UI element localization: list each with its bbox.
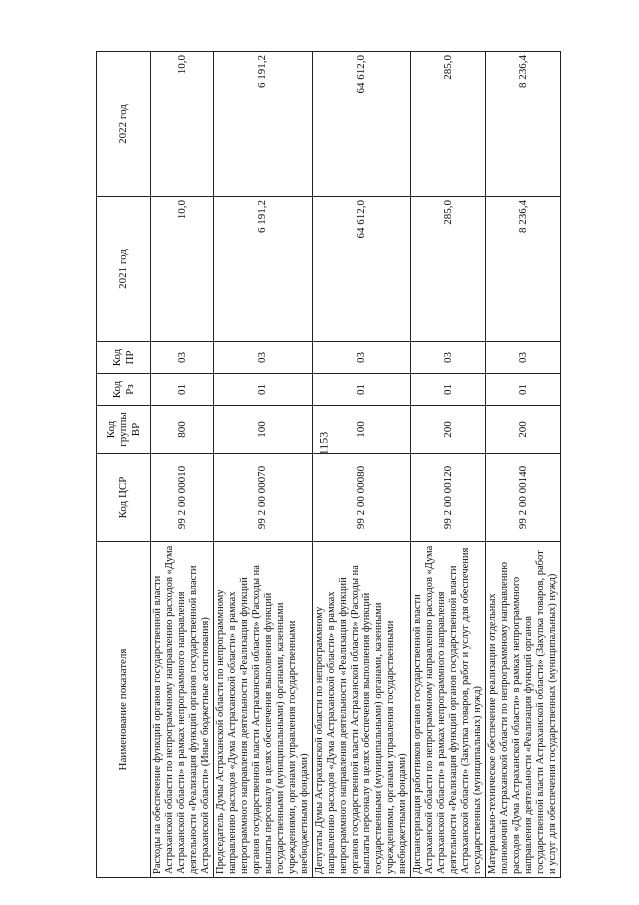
row-vr: 100	[213, 406, 312, 454]
row-rz: 01	[312, 374, 411, 406]
row-rz: 01	[411, 374, 486, 406]
row-name: Материально-техническое обеспечение реализации отдельных полномочий Астраханской области по непрограммному направлению расходов «Дума Астраханской области» в рамках непрограммного направления деятельности «Реализация функций органов государственной власти Астраханской области» (Закупка товаров, работ и услуг для обеспечения государственных (муниципальных) нужд)	[486, 542, 561, 878]
row-2022: 10,0	[151, 52, 214, 197]
row-csr: 99 2 00 00120	[411, 454, 486, 542]
header-csr: Код ЦСР	[97, 454, 151, 542]
row-csr: 99 2 00 00070	[213, 454, 312, 542]
row-csr: 99 2 00 00140	[486, 454, 561, 542]
row-2022: 6 191,2	[213, 52, 312, 197]
row-vr: 200	[411, 406, 486, 454]
row-2021: 285,0	[411, 197, 486, 342]
table-row	[312, 52, 411, 878]
row-rz: 01	[486, 374, 561, 406]
header-rz: Код Рз	[97, 374, 151, 406]
row-vr: 200	[486, 406, 561, 454]
row-pr: 03	[312, 342, 411, 374]
header-pr: Код ПР	[97, 342, 151, 374]
table-row	[151, 52, 214, 878]
row-pr: 03	[411, 342, 486, 374]
rotated-table-container	[96, 52, 558, 878]
table-row	[411, 52, 486, 878]
row-2021: 10,0	[151, 197, 214, 342]
row-name: Расходы на обеспечение функций органов государственной власти Астраханской области по непрограммному направлению расходов «Дума Астраханской области» в рамках непрограммного направления деятельности «Реализация функций органов государственной власти Астраханской области» (Иные бюджетные ассигнования)	[151, 542, 214, 878]
row-rz: 01	[213, 374, 312, 406]
row-vr: 800	[151, 406, 214, 454]
row-2021: 6 191,2	[213, 197, 312, 342]
header-vr: Код группы ВР	[97, 406, 151, 454]
row-rz: 01	[151, 374, 214, 406]
row-vr: 100	[312, 406, 411, 454]
row-csr: 99 2 00 00080	[312, 454, 411, 542]
table-row	[486, 52, 561, 878]
row-2021: 8 236,4	[486, 197, 561, 342]
budget-table	[96, 51, 561, 878]
header-name: Наименование показателя	[97, 542, 151, 878]
row-name: Диспансеризация работников органов государственной власти Астраханской области по непрограммному направлению расходов «Дума Астраханской области» в рамках непрограммного направления деятельности «Реализация функций органов государственной власти Астраханской области» (Закупка товаров, работ и услуг для обеспечения государственных (муниципальных) нужд)	[411, 542, 486, 878]
table-row	[213, 52, 312, 878]
row-name: Депутаты Думы Астраханской области по непрограммному направлению расходов «Дума Астраханской области» в рамках непрограммного направления деятельности «Реализация функций органов государственной власти Астраханской области» (Расходы на выплаты персоналу в целях обеспечения выполнения функций государственными (муниципальными) органами, казенными учреждениями, органами управления государственными внебюджетными фондами)	[312, 542, 411, 878]
row-2021: 64 612,0	[312, 197, 411, 342]
row-2022: 64 612,0	[312, 52, 411, 197]
page-number: 1153	[316, 431, 331, 456]
row-2022: 8 236,4	[486, 52, 561, 197]
row-2022: 285,0	[411, 52, 486, 197]
header-2021: 2021 год	[97, 197, 151, 342]
row-pr: 03	[486, 342, 561, 374]
row-pr: 03	[151, 342, 214, 374]
row-name: Председатель Думы Астраханской области по непрограммному направлению расходов «Дума Астраханской области» в рамках непрограммного направления деятельности «Реализация функций органов государственной власти Астраханской области» (Расходы на выплаты персоналу в целях обеспечения выполнения функций государственными (муниципальными) органами, казенными учреждениями, органами управления государственными внебюджетными фондами)	[213, 542, 312, 878]
header-2022: 2022 год	[97, 52, 151, 197]
table-header-row	[97, 52, 151, 878]
row-pr: 03	[213, 342, 312, 374]
row-csr: 99 2 00 00010	[151, 454, 214, 542]
